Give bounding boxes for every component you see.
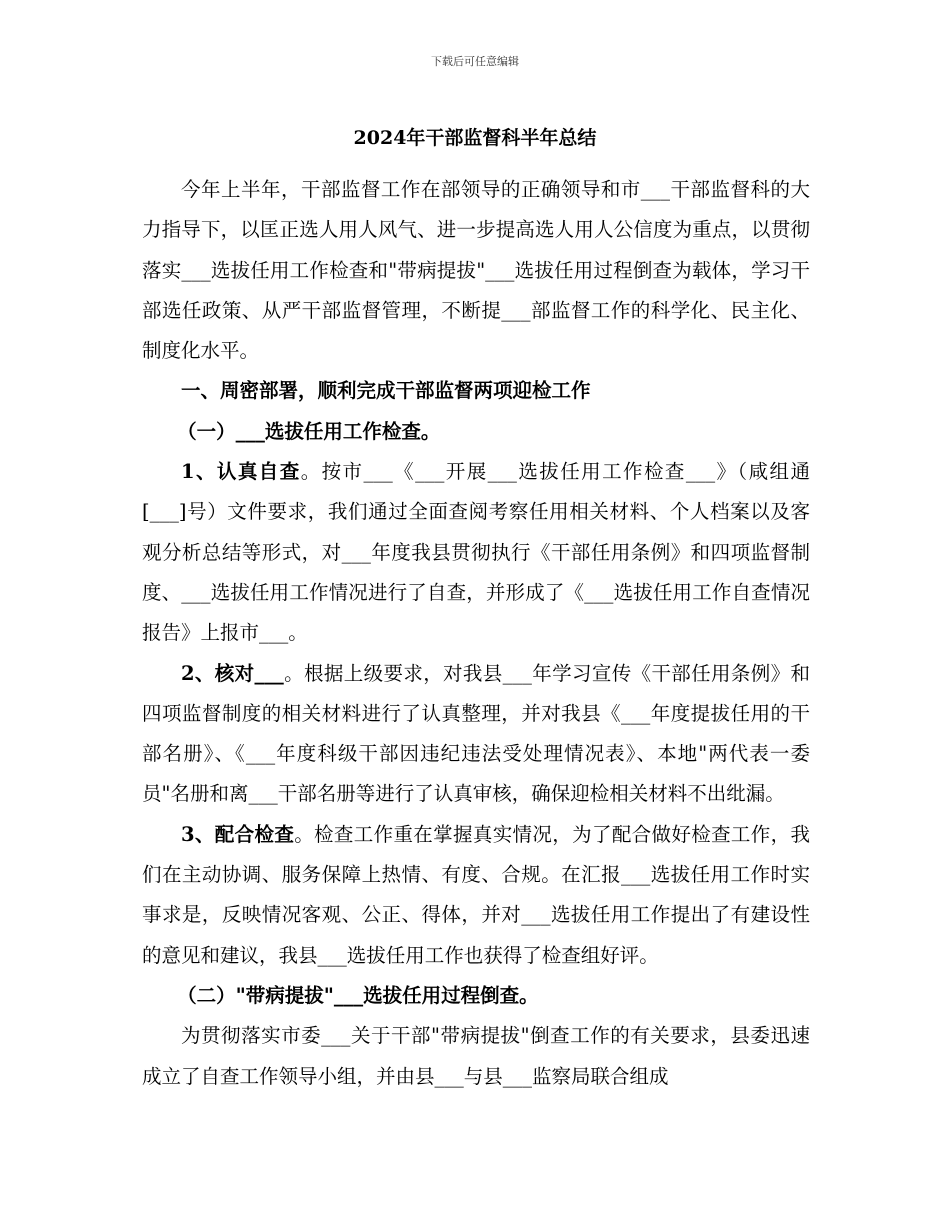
item-text: 。根据上级要求，对我县___年学习宣传《干部任用条例》和四项监督制度的相关材料进行了认真整理，并对我县《___年度提拔任用的干部名册》、《___年度科级干部因违纪违法受处理情况表》、本地"两代表一委员"名册和离___干部名册等进行了认真审核，确保迎检相关材料不出纰漏。 (142, 661, 810, 806)
intro-paragraph: 今年上半年，干部监督工作在部领导的正确领导和市___干部监督科的大力指导下，以匡正选人用人风气、进一步提高选人用人公信度为重点，以贯彻落实___选拔任用工作检查和"带病提拔"___选拔任用过程倒查为载体，学习干部选任政策、从严干部监督管理，不断提___部监督工作的科学化、民主化、制度化水平。 (142, 178, 810, 363)
item-paragraph (142, 815, 810, 976)
item-text: 。按市___《___开展___选拔任用工作检查___》（咸组通[___]号）文件要求，我们通过全面查阅考察任用相关材料、个人档案以及客观分析总结等形式，对___年度我县贯彻执行《干部任用条例》和四项监督制度、___选拔任用工作情况进行了自查，并形成了《___选拔任用工作自查情况报告》上报市___。 (142, 460, 810, 645)
item-lead: 3、配合检查 (181, 822, 295, 846)
item-lead: 2、核对___ (181, 661, 284, 685)
document-title: 2024年干部监督科半年总结 (353, 127, 597, 149)
subsection-heading: （一）___选拔任用工作检查。 (177, 419, 441, 443)
item-paragraph (142, 452, 810, 653)
section-heading: 一、周密部署，顺利完成干部监督两项迎检工作 (181, 379, 591, 403)
subsection-heading: （二）"带病提拔"___选拔任用过程倒查。 (177, 983, 539, 1007)
item-paragraph (142, 654, 810, 815)
body-paragraph: 为贯彻落实市委___关于干部"带病提拔"倒查工作的有关要求，县委迅速成立了自查工作领导小组，并由县___与县___监察局联合组成 (142, 1024, 810, 1088)
item-text: 。检查工作重在掌握真实情况，为了配合做好检查工作，我们在主动协调、服务保障上热情、有度、合规。在汇报___选拔任用工作时实事求是，反映情况客观、公正、得体，并对___选拔任用工作提出了有建设性的意见和建议，我县___选拔任用工作也获得了检查组好评。 (142, 822, 810, 967)
page-header-note: 下载后可任意编辑 (431, 55, 519, 68)
document-body (142, 170, 810, 1097)
item-lead: 1、认真自查 (181, 460, 301, 484)
